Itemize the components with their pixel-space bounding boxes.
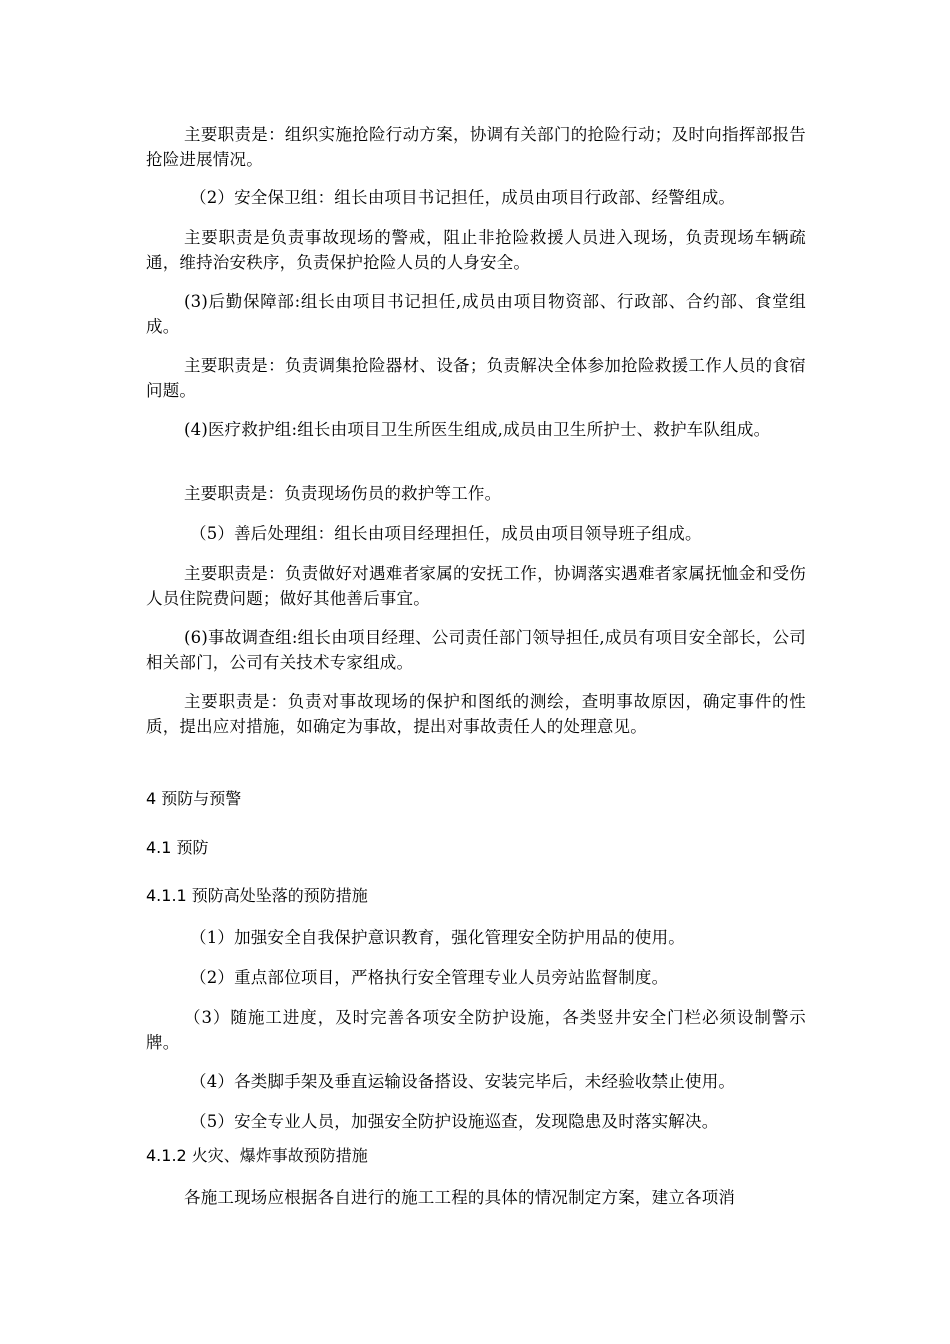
paragraph-logistics-duties: 主要职责是：负责调集抢险器材、设备；负责解决全体参加抢险救援工作人员的食宿问题。 (146, 356, 806, 400)
paragraph-medical-group: (4)医疗救护组:组长由项目卫生所医生组成,成员由卫生所护士、救护车队组成。 (184, 420, 771, 439)
heading-section-4-1-1: 4.1.1 预防高处坠落的预防措施 (146, 886, 368, 905)
list-item-fall-measure-4: （4）各类脚手架及垂直运输设备搭设、安装完毕后，未经验收禁止使用。 (190, 1072, 736, 1091)
list-item-fall-measure-5: （5）安全专业人员，加强安全防护设施巡查，发现隐患及时落实解决。 (190, 1112, 719, 1131)
paragraph-investigation-duties: 主要职责是：负责对事故现场的保护和图纸的测绘，查明事故原因，确定事件的性质，提出应对措施，如确定为事故，提出对事故责任人的处理意见。 (146, 692, 806, 736)
heading-section-4-1: 4.1 预防 (146, 838, 209, 857)
list-item-fall-measure-2: （2）重点部位项目，严格执行安全管理专业人员旁站监督制度。 (190, 968, 669, 987)
paragraph-aftermath-duties: 主要职责是：负责做好对遇难者家属的安抚工作，协调落实遇难者家属抚恤金和受伤人员住院费问题；做好其他善后事宜。 (146, 564, 806, 608)
list-item-fall-measure-1: （1）加强安全自我保护意识教育，强化管理安全防护用品的使用。 (190, 928, 685, 947)
paragraph-security-duties: 主要职责是负责事故现场的警戒，阻止非抢险救援人员进入现场，负责现场车辆疏通，维持治安秩序，负责保护抢险人员的人身安全。 (146, 228, 806, 272)
heading-section-4-1-2: 4.1.2 火灾、爆炸事故预防措施 (146, 1146, 368, 1165)
heading-section-4: 4 预防与预警 (146, 789, 242, 808)
paragraph-aftermath-group: （5）善后处理组：组长由项目经理担任，成员由项目领导班子组成。 (190, 524, 702, 543)
paragraph-fire-intro: 各施工现场应根据各自进行的施工工程的具体的情况制定方案，建立各项消 (184, 1188, 736, 1207)
paragraph-rescue-duties: 主要职责是：组织实施抢险行动方案，协调有关部门的抢险行动；及时向指挥部报告抢险进展情况。 (146, 125, 806, 169)
paragraph-investigation-group: (6)事故调查组:组长由项目经理、公司责任部门领导担任,成员有项目安全部长，公司相关部门，公司有关技术专家组成。 (146, 628, 806, 672)
list-item-fall-measure-3: （3）随施工进度，及时完善各项安全防护设施，各类竖井安全门栏必须设制警示牌。 (146, 1008, 806, 1052)
paragraph-logistics-group: (3)后勤保障部:组长由项目书记担任,成员由项目物资部、行政部、合约部、食堂组成。 (146, 292, 806, 336)
paragraph-security-group: （2）安全保卫组：组长由项目书记担任，成员由项目行政部、经警组成。 (190, 188, 736, 207)
paragraph-medical-duties: 主要职责是：负责现场伤员的救护等工作。 (184, 484, 502, 503)
